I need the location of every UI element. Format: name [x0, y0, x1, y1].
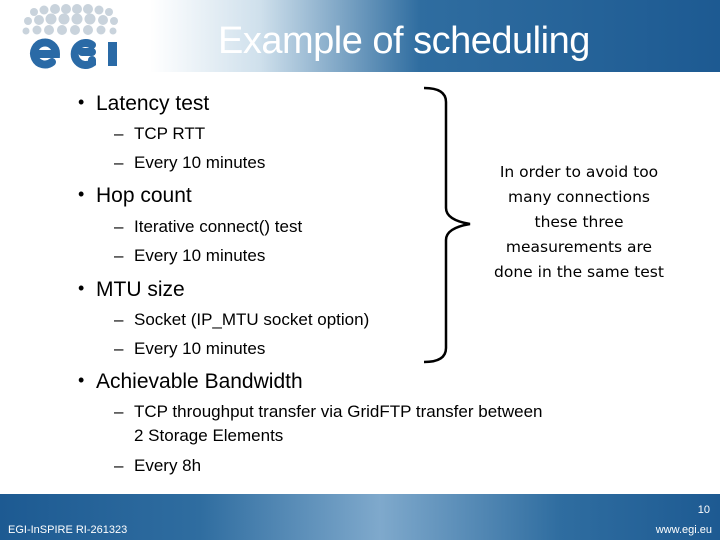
slide-title: Example of scheduling	[218, 20, 590, 62]
bullet-glyph: •	[78, 370, 85, 390]
sub-item-label: TCP RTT	[134, 124, 206, 143]
right-brace	[420, 80, 480, 370]
bullet-glyph: •	[78, 184, 85, 204]
bullet-achievable-bandwidth	[78, 370, 303, 394]
sub-item-continuation	[134, 426, 283, 446]
footer-url[interactable]: www.egi.eu	[655, 524, 712, 536]
sub-item-label: Every 8h	[134, 456, 202, 475]
dash-glyph: –	[114, 153, 124, 172]
bullet-mtu-size	[78, 278, 185, 302]
dash-glyph: –	[114, 246, 124, 265]
dash-glyph: –	[114, 402, 124, 421]
sub-item-label: Every 10 minutes	[134, 246, 266, 265]
sub-item-label: TCP throughput transfer via GridFTP transfer between	[134, 402, 543, 421]
project-id: EGI-InSPIRE RI-261323	[8, 524, 128, 536]
sub-item	[114, 246, 266, 266]
slide-header	[0, 0, 720, 78]
sub-item	[114, 402, 543, 422]
note-line: these three	[534, 213, 624, 231]
annotation-note	[474, 160, 684, 285]
note-line: many connections	[508, 188, 650, 206]
bullet-label: MTU size	[96, 278, 185, 301]
sub-item-label: Every 10 minutes	[134, 153, 266, 172]
sub-item	[114, 310, 370, 330]
dash-glyph: –	[114, 339, 124, 358]
bullet-label: Latency test	[96, 92, 210, 115]
sub-item-label: Iterative connect() test	[134, 217, 303, 236]
dash-glyph: –	[114, 456, 124, 475]
egi-logo	[4, 2, 144, 74]
page-number: 10	[697, 504, 710, 516]
dash-glyph: –	[114, 310, 124, 329]
note-line: done in the same test	[494, 263, 664, 281]
dash-glyph: –	[114, 124, 124, 143]
note-line: In order to avoid too	[499, 163, 659, 181]
sub-item-label: 2 Storage Elements	[134, 426, 284, 445]
sub-item	[114, 456, 202, 476]
sub-item-label: Socket (IP_MTU socket option)	[134, 310, 370, 329]
bullet-hop-count	[78, 184, 192, 208]
note-line: measurements are	[505, 238, 653, 256]
sub-item	[114, 124, 206, 144]
sub-item-label: Every 10 minutes	[134, 339, 266, 358]
bullet-label: Achievable Bandwidth	[96, 370, 303, 393]
bullet-glyph: •	[78, 278, 85, 298]
dash-glyph: –	[114, 217, 124, 236]
bullet-glyph: •	[78, 92, 85, 112]
sub-item	[114, 153, 266, 173]
sub-item	[114, 339, 266, 359]
slide-footer	[0, 494, 720, 540]
sub-item	[114, 217, 303, 237]
bullet-label: Hop count	[96, 184, 192, 207]
bullet-latency-test	[78, 92, 210, 116]
